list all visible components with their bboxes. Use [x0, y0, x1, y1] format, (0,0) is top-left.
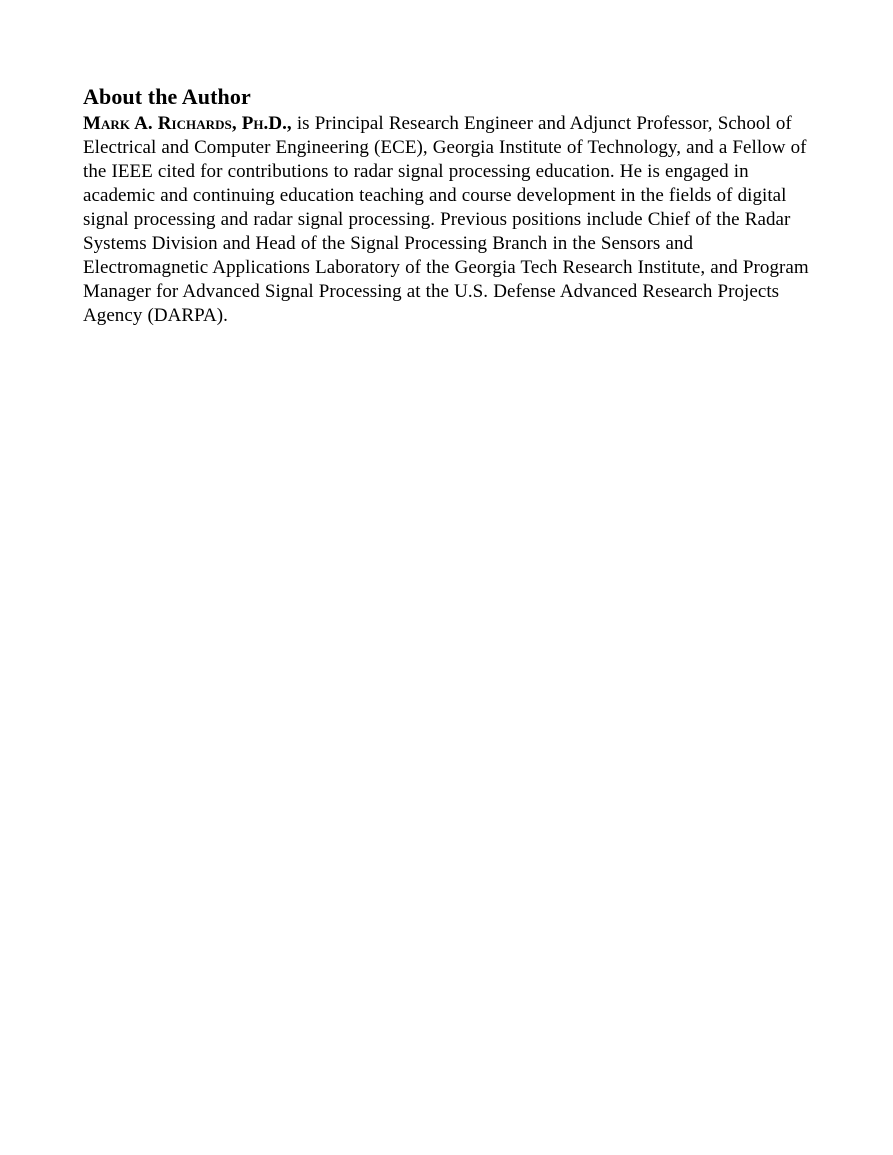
- section-heading: About the Author: [83, 84, 251, 109]
- about-author-section: [83, 82, 813, 328]
- author-name: Mark A. Richards, Ph.D.,: [83, 113, 292, 134]
- author-bio-text: is Principal Research Engineer and Adjunct Professor, School of Electrical and Computer Engineering (ECE), Georgia Institute of Technology, and a Fellow of the IEEE cited for contributions to radar signal processing education. He is engaged in academic and continuing education teaching and course development in the fields of digital signal processing and radar signal processing. Previous positions include Chief of the Radar Systems Division and Head of the Signal Processing Branch in the Sensors and Electromagnetic Applications Laboratory of the Georgia Tech Research Institute, and Program Manager for Advanced Signal Processing at the U.S. Defense Advanced Research Projects Agency (DARPA).: [83, 113, 809, 326]
- author-bio-paragraph: [83, 112, 813, 328]
